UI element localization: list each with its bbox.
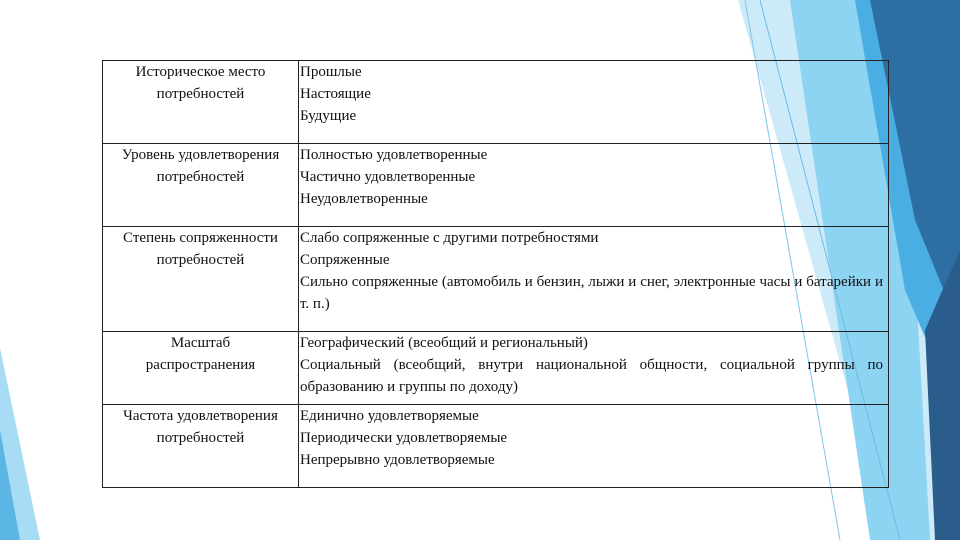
value-text: Частично удовлетворенные: [300, 169, 476, 185]
value-text: Сопряженные: [300, 252, 390, 268]
criterion-text: потребностей: [156, 430, 245, 446]
values-cell: [299, 405, 889, 488]
criterion-text: Степень сопряженности: [123, 230, 278, 246]
criterion-text: Масштаб: [170, 335, 231, 351]
criterion-text: Частота удовлетворения: [123, 408, 278, 424]
criterion-text: Уровень удовлетворения: [121, 147, 280, 163]
criterion-text: Историческое место: [135, 64, 266, 80]
value-text: Географический (всеобщий и региональный): [300, 335, 588, 351]
value-text: Прошлые: [300, 64, 362, 80]
value-text: Слабо сопряженные с другими потребностями: [300, 230, 599, 246]
value-text: Неудовлетворенные: [300, 191, 428, 207]
value-text: Будущие: [300, 108, 357, 124]
value-text: Настоящие: [300, 86, 371, 102]
value-text: Сильно сопряженные (автомобиль и бензин, лыжи и снег, электронные часы и батарейки и т. п.): [300, 274, 883, 312]
criterion-text: потребностей: [156, 252, 245, 268]
value-text: Периодически удовлетворяемые: [300, 430, 508, 446]
needs-classification-table: [102, 60, 889, 488]
value-text: Полностью удовлетворенные: [300, 147, 488, 163]
value-text: Единично удовлетворяемые: [300, 408, 479, 424]
table-row: [103, 405, 889, 488]
values-cell: [299, 227, 889, 332]
criterion-cell: [103, 227, 299, 332]
criterion-cell: [103, 61, 299, 144]
table-row: [103, 227, 889, 332]
table-row: [103, 332, 889, 405]
criterion-cell: [103, 405, 299, 488]
criterion-cell: [103, 144, 299, 227]
criterion-text: потребностей: [156, 169, 245, 185]
criterion-cell: [103, 332, 299, 405]
values-cell: [299, 61, 889, 144]
table-row: [103, 61, 889, 144]
table-row: [103, 144, 889, 227]
value-text: Социальный (всеобщий, внутри национальной общности, социальной группы по образованию и группы по доходу): [300, 357, 883, 395]
criterion-text: потребностей: [156, 86, 245, 102]
criterion-text: распространения: [145, 357, 256, 373]
values-cell: [299, 332, 889, 405]
value-text: Непрерывно удовлетворяемые: [300, 452, 495, 468]
values-cell: [299, 144, 889, 227]
